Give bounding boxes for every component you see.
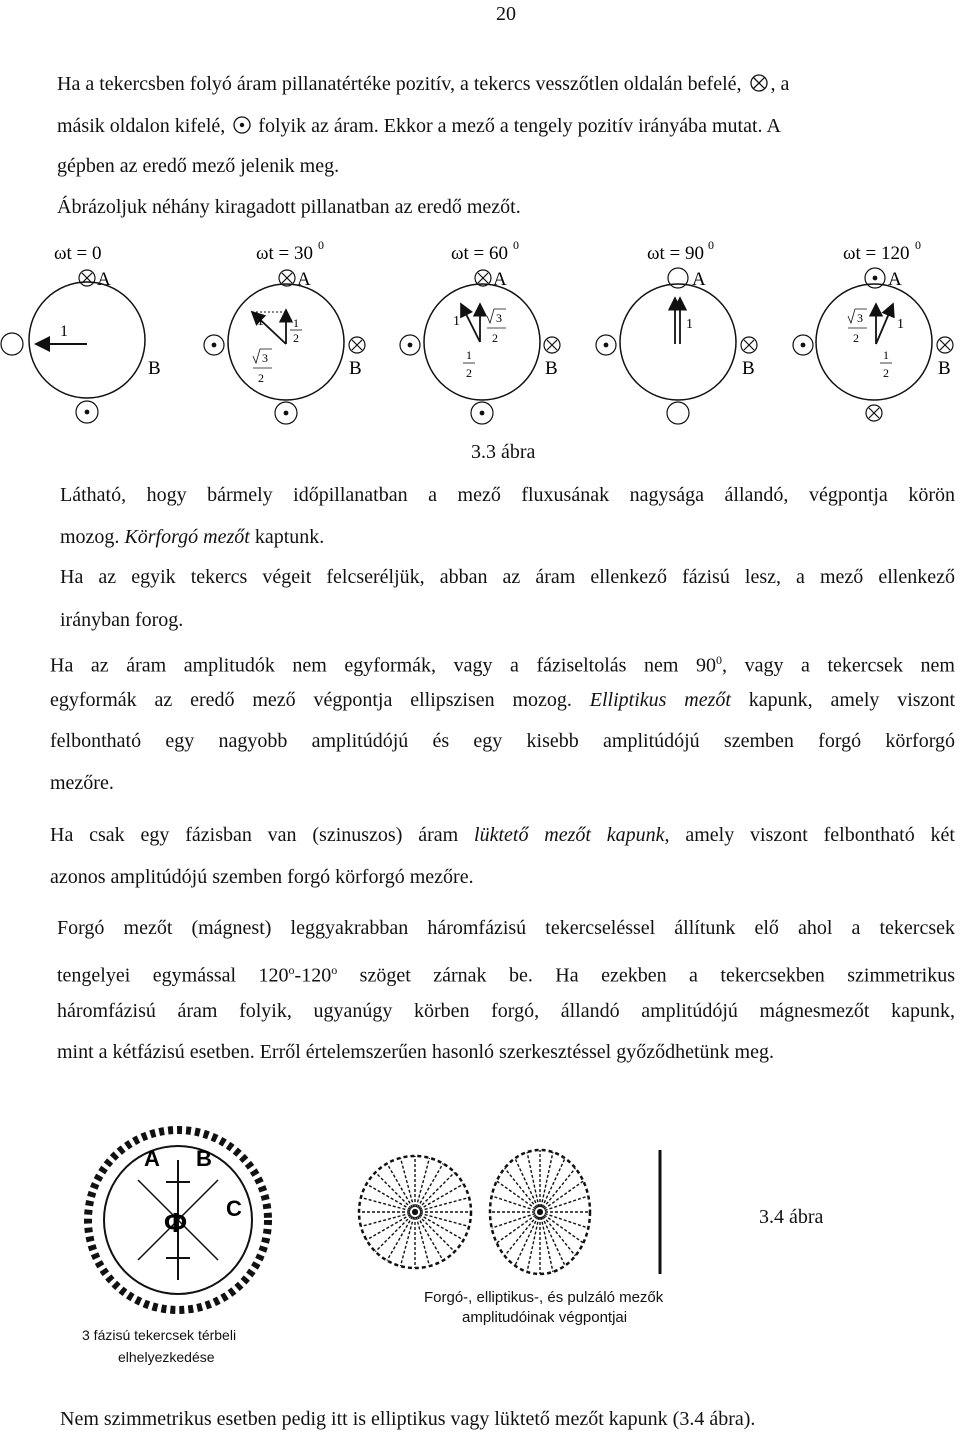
stator-circle [816, 284, 932, 400]
figure-3-3 [0, 232, 960, 432]
stator-circle [29, 282, 145, 398]
axis-a-label: A [297, 269, 311, 290]
panel-angle-label: ωt = 90 [647, 243, 704, 264]
axis-b-label: B [545, 358, 558, 379]
field-ray [515, 1158, 540, 1212]
stator-circle [424, 284, 540, 400]
axis-b-label: B [148, 358, 161, 379]
elliptic-field-diagram [490, 1150, 590, 1274]
text-line-1: Látható, hogy bármely időpillanatban a mező fluxusának nagysága állandó, végpontja körön [60, 484, 955, 506]
para1-line2-text: másik oldalon kifelé, [57, 115, 226, 137]
text-line-8: mezőre. [50, 772, 114, 794]
panel-angle-label: ωt = 0 [54, 243, 102, 264]
text-line-9: Ha csak egy fázisban van (szinuszos) áram lüktető mezőt kapunk, amely viszont felbontható két [50, 824, 955, 846]
svg-text:3: 3 [857, 311, 863, 325]
panel-angle-sup: 0 [513, 238, 519, 252]
axis-b-label: B [742, 358, 755, 379]
svg-text:1: 1 [293, 316, 299, 330]
winding-label-b: B [196, 1146, 212, 1171]
para1-line2-end: folyik az áram. Ekkor a mező a tengely pozitív irányába mutat. A [258, 115, 781, 137]
term-lukteto: lüktető mezőt kapunk [474, 824, 665, 846]
current-into-page-icon [749, 73, 769, 93]
page-number: 20 [496, 3, 516, 25]
winding-label-phi: Φ [164, 1207, 187, 1238]
final-line: Nem szimmetrikus esetben pedig itt is elliptikus vagy lüktető mezőt kapunk (3.4 ábra). [60, 1408, 756, 1430]
field-ray [515, 1212, 540, 1266]
svg-text:1: 1 [686, 317, 693, 332]
winding-label-line2: elhelyezkedése [118, 1349, 215, 1365]
para1-line3: gépben az eredő mező jelenik meg. [57, 155, 340, 177]
field-ray [540, 1212, 565, 1266]
panel-angle-label: ωt = 30 [256, 243, 313, 264]
field-arrow [876, 304, 893, 344]
text-line-2: mozog. Körforgó mezőt kaptunk. [60, 526, 325, 548]
svg-text:1: 1 [897, 317, 904, 332]
term-korforgo: Körforgó mezőt [124, 526, 250, 548]
text-line-12: tengelyei egymással 120$^o$-120$^o$ szöget zárnak be. Ha ezekben a tekercsekben szimmetrikus [57, 963, 955, 987]
svg-text:1: 1 [466, 348, 472, 362]
panel-angle-label: ωt = 120 [843, 243, 910, 264]
text-line-3: Ha az egyik tekercs végeit felcseréljük, abban az áram ellenkező fázisú lesz, a mező ellenkező [60, 566, 955, 588]
stator-circle [620, 284, 736, 400]
svg-text:1: 1 [257, 314, 264, 329]
figure-panel-wt-30 [204, 238, 365, 424]
field-ray [540, 1158, 565, 1212]
panel-angle-sup: 0 [318, 238, 324, 252]
panel-angle-sup: 0 [708, 238, 714, 252]
panel-angle-sup: 0 [915, 238, 921, 252]
text-line-5: Ha az áram amplitudók nem egyformák, vagy a fáziseltolás nem $90^0$, vagy a tekercsek nem [50, 653, 955, 677]
text-line-11: Forgó mezőt (mágnest) leggyakrabban háromfázisú tekercseléssel állítunk elő ahol a tekercsek [57, 917, 955, 939]
arrow-label-one: 1 [60, 323, 68, 340]
axis-b-label: B [938, 358, 951, 379]
panel-angle-label: ωt = 60 [451, 243, 508, 264]
term-elliptikus: Elliptikus mezőt [589, 689, 731, 711]
figure-3-4-winding [78, 1120, 278, 1320]
field-arrow [461, 304, 480, 342]
svg-text:3: 3 [262, 351, 268, 365]
axis-a-label: A [97, 269, 111, 290]
winding-label-a: A [144, 1146, 160, 1171]
winding-label-c: C [226, 1196, 242, 1221]
svg-text:2: 2 [466, 366, 472, 380]
svg-text:2: 2 [258, 371, 264, 385]
figure-panel-wt-90 [596, 238, 757, 424]
text-line-7: felbontható egy nagyobb amplitúdójú és egy kisebb amplitúdójú szemben forgó körforgó [50, 730, 955, 752]
svg-text:2: 2 [293, 331, 299, 345]
coil-empty-icon [667, 402, 689, 424]
svg-text:2: 2 [492, 331, 498, 345]
figure-panel-wt-60 [400, 238, 560, 424]
svg-text:1: 1 [883, 348, 889, 362]
para1-line2 [57, 115, 781, 136]
fields-label-line1: Forgó-, elliptikus-, és pulzáló mezők [424, 1289, 664, 1306]
winding-label-line1: 3 fázisú tekercsek térbeli [82, 1327, 237, 1343]
text-line-10: azonos amplitúdójú szemben forgó körforgó mezőre. [50, 866, 474, 888]
text-line-4: irányban forog. [60, 609, 184, 631]
axis-a-label: A [692, 269, 706, 290]
figure-3-4-fields [355, 1140, 735, 1290]
figure-3-4-caption: 3.4 ábra [759, 1206, 824, 1228]
fields-label-line2: amplitudóinak végpontjai [462, 1309, 628, 1326]
figure-panel-wt-120 [793, 238, 953, 421]
para1-line1 [57, 73, 789, 94]
svg-text:1: 1 [453, 314, 460, 329]
text-line-13: háromfázisú áram folyik, ugyanúgy körben forgó, állandó amplitúdójú mágnesmezőt kapunk, [57, 1000, 955, 1022]
current-out-of-page-icon [232, 115, 252, 135]
text-line-6: egyformák az eredő mező végpontja ellipszisen mozog. Elliptikus mezőt kapunk, amely viszont [50, 689, 956, 711]
para1-line1-text: Ha a tekercsben folyó áram pillanatértéke pozitív, a tekercs vesszőtlen oldalán befelé, [57, 73, 742, 95]
svg-text:3: 3 [496, 311, 502, 325]
figure-3-3-caption: 3.3 ábra [471, 441, 536, 463]
axis-a-label: A [888, 269, 902, 290]
axis-b-label: B [349, 358, 362, 379]
svg-text:2: 2 [853, 331, 859, 345]
axis-a-label: A [493, 269, 507, 290]
para1-line1-end: , a [770, 73, 790, 95]
text-line-14: mint a kétfázisú esetben. Erről értelemszerűen hasonló szerkesztéssel győződhetünk meg. [57, 1041, 774, 1063]
coil-b-empty-icon [1, 333, 23, 355]
para1-line4: Ábrázoljuk néhány kiragadott pillanatban az eredő mezőt. [57, 196, 521, 218]
figure-panel-wt-0 [1, 243, 161, 423]
svg-text:2: 2 [883, 366, 889, 380]
rotating-field-diagram [359, 1156, 471, 1268]
